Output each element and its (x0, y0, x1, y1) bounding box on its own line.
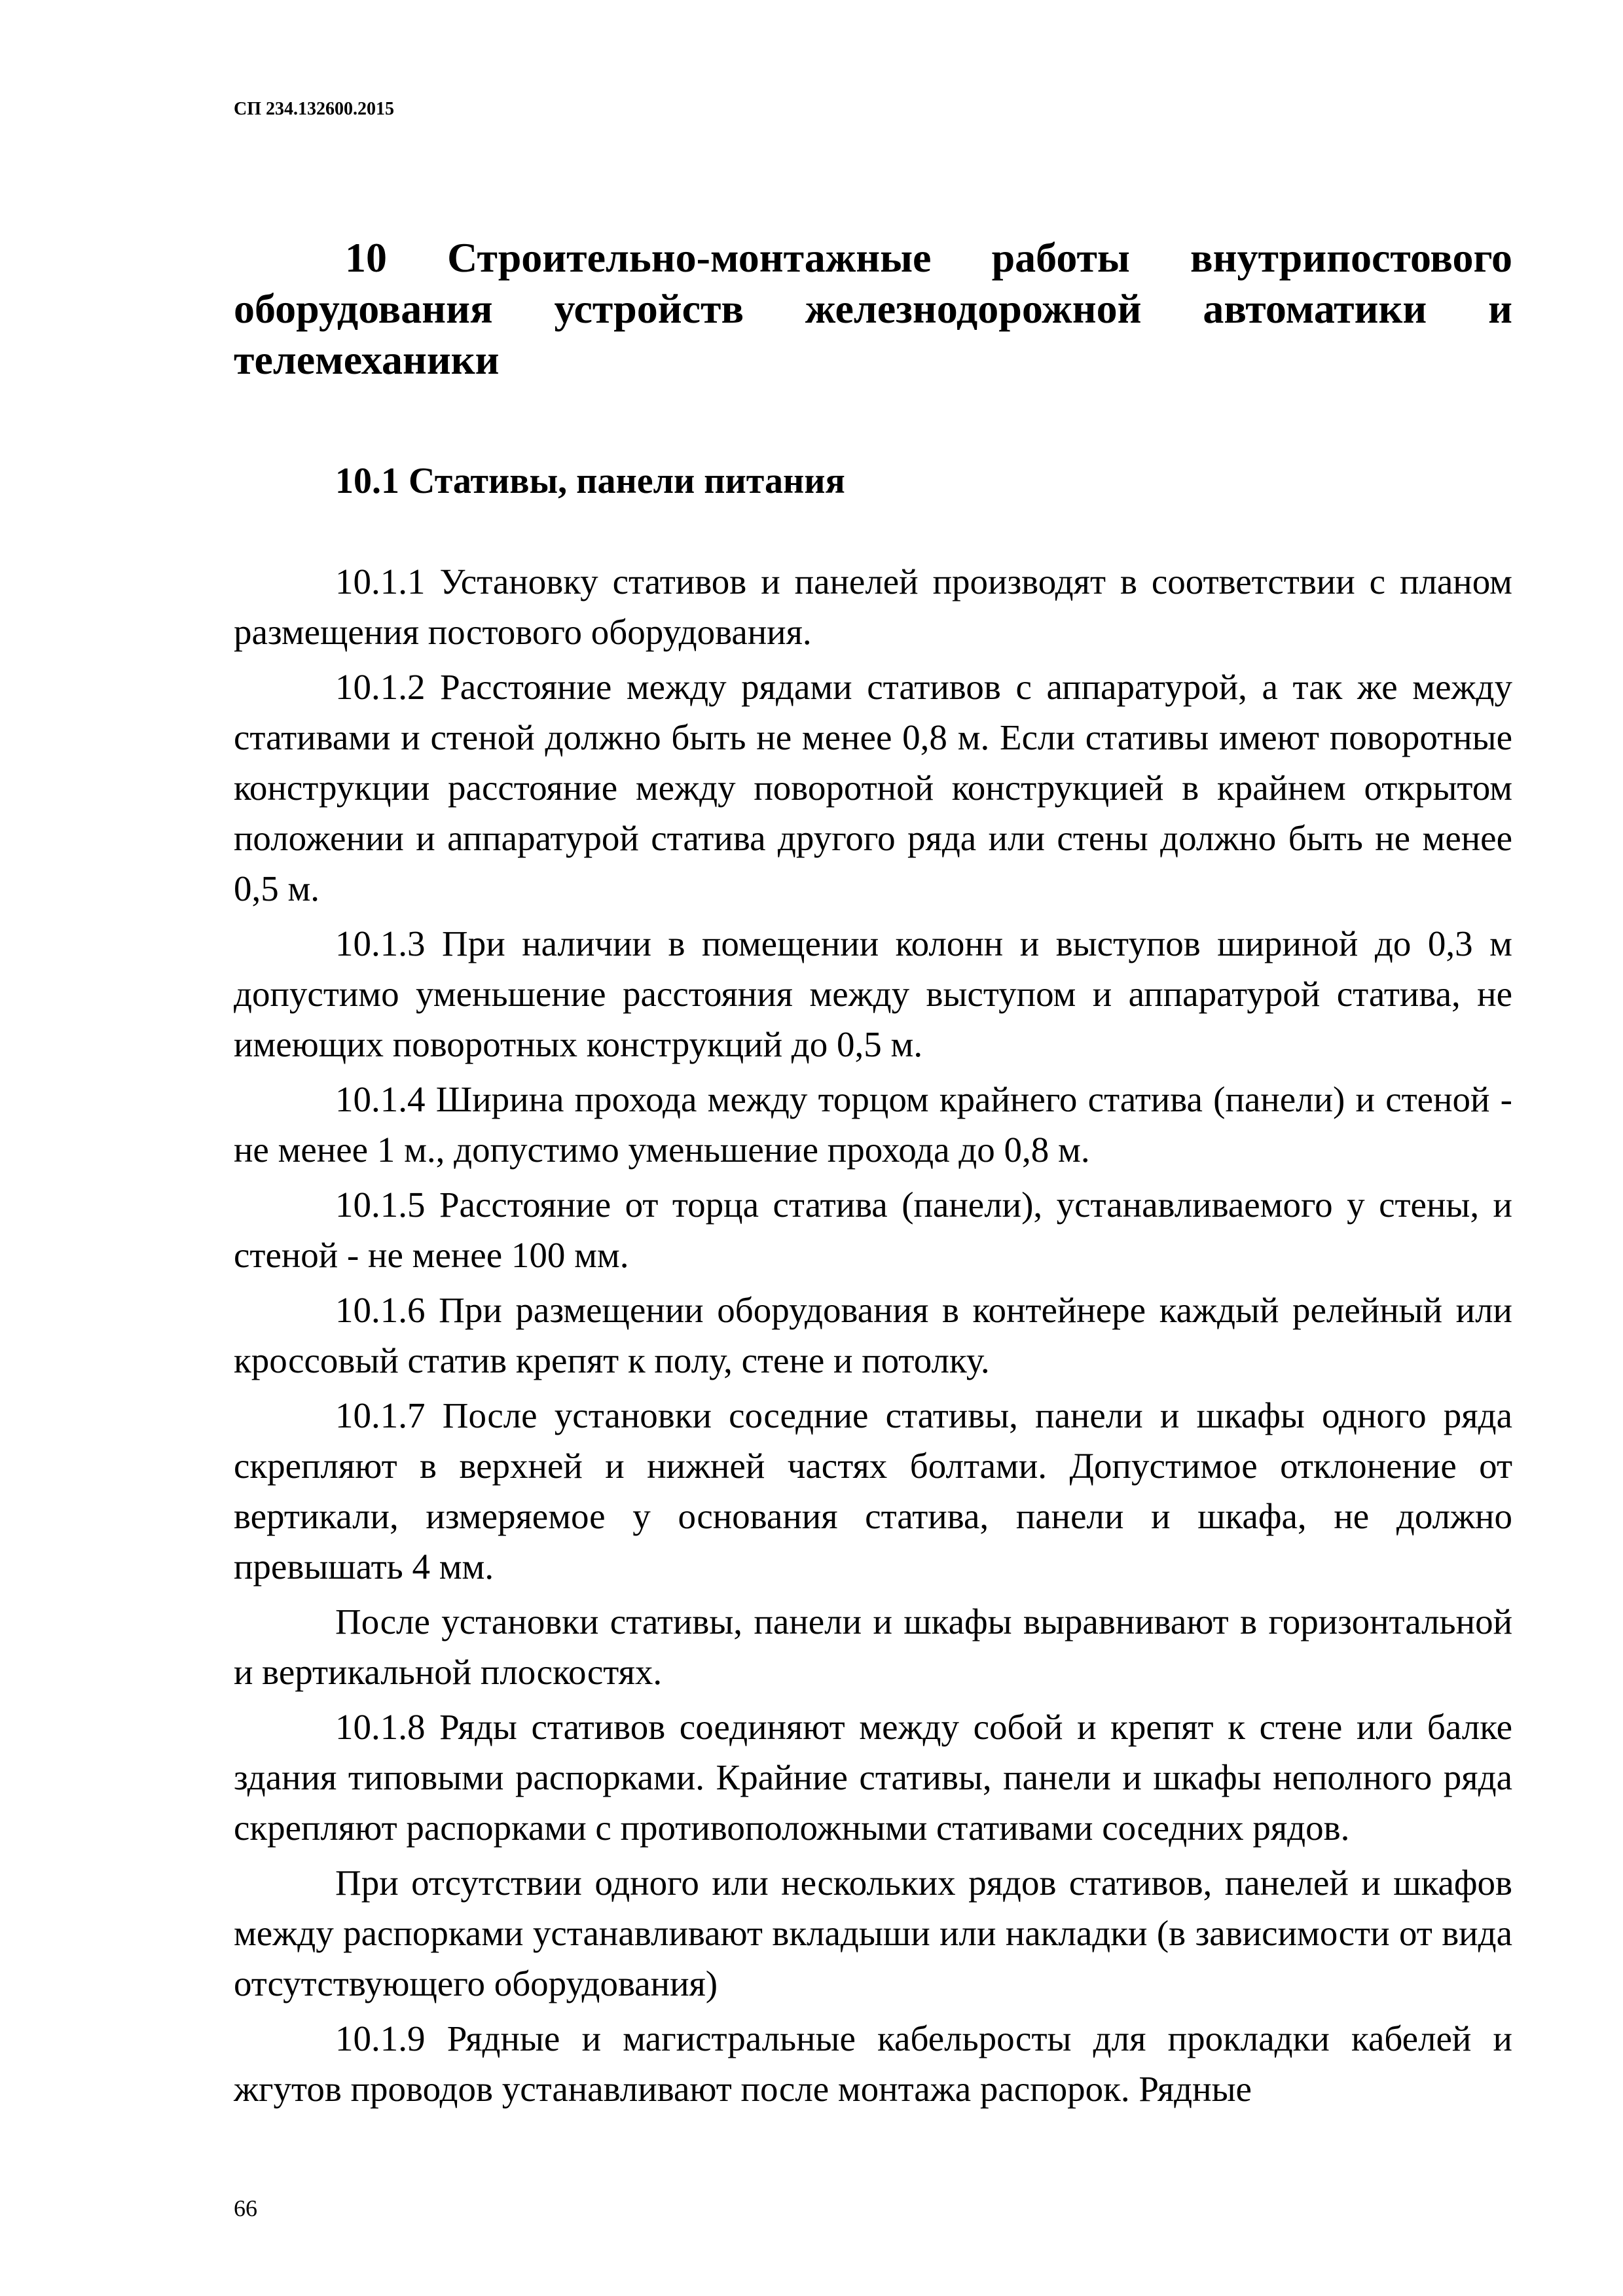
paragraph-10-1-6: 10.1.6 При размещении оборудования в контейнере каждый релейный или кроссовый статив крепят к полу, стене и потолку. (234, 1290, 1512, 1380)
paragraph-10-1-9: 10.1.9 Рядные и магистральные кабельросты для прокладки кабелей и жгутов проводов устанавливают после монтажа распорок. Рядные (234, 2018, 1512, 2109)
paragraph-10-1-3: 10.1.3 При наличии в помещении колонн и выступов шириной до 0,3 м допустимо уменьшение расстояния между выступом и аппаратурой статива, не имеющих поворотных конструкций до 0,5 м. (234, 924, 1512, 1064)
paragraph-10-1-7-continued: После установки стативы, панели и шкафы выравнивают в горизонтальной и вертикальной плоскостях. (234, 1602, 1512, 1692)
section-title: 10.1 Стативы, панели питания (335, 461, 845, 501)
paragraph-10-1-1: 10.1.1 Установку стативов и панелей производят в соответствии с планом размещения постового оборудования. (234, 562, 1512, 652)
document-code: СП 234.132600.2015 (234, 99, 394, 119)
paragraph-10-1-5: 10.1.5 Расстояние от торца статива (панели), устанавливаемого у стены, и стеной - не менее 100 мм. (234, 1185, 1512, 1275)
paragraph-10-1-2: 10.1.2 Расстояние между рядами стативов с аппаратурой, а так же между стативами и стеной должно быть не менее 0,8 м. Если стативы имеют поворотные конструкции расстояние между поворотной конструкцией в крайнем открытом положении и аппаратурой статива другого ряда или стены должно быть не менее 0,5 м. (234, 667, 1512, 908)
paragraph-10-1-8-continued: При отсутствии одного или нескольких рядов стативов, панелей и шкафов между распорками устанавливают вкладыши или накладки (в зависимости от вида отсутствующего оборудования) (234, 1863, 1512, 2003)
paragraph-10-1-7: 10.1.7 После установки соседние стативы, панели и шкафы одного ряда скрепляют в верхней и нижней частях болтами. Допустимое отклонение от вертикали, измеряемое у основания статива, панели и шкафа, не должно превышать 4 мм. (234, 1395, 1512, 1587)
paragraph-10-1-8: 10.1.8 Ряды стативов соединяют между собой и крепят к стене или балке здания типовыми распорками. Крайние стативы, панели и шкафы неполного ряда скрепляют распорками с противоположными стативами соседних рядов. (234, 1707, 1512, 1848)
chapter-title: 10 Строительно-монтажные работы внутрипостового оборудования устройств железнодорожной автоматики и телемеханики (234, 234, 1512, 383)
page-number: 66 (234, 2195, 257, 2221)
paragraph-10-1-4: 10.1.4 Ширина прохода между торцом крайнего статива (панели) и стеной - не менее 1 м., допустимо уменьшение прохода до 0,8 м. (234, 1079, 1512, 1170)
body-text (234, 556, 1512, 2119)
